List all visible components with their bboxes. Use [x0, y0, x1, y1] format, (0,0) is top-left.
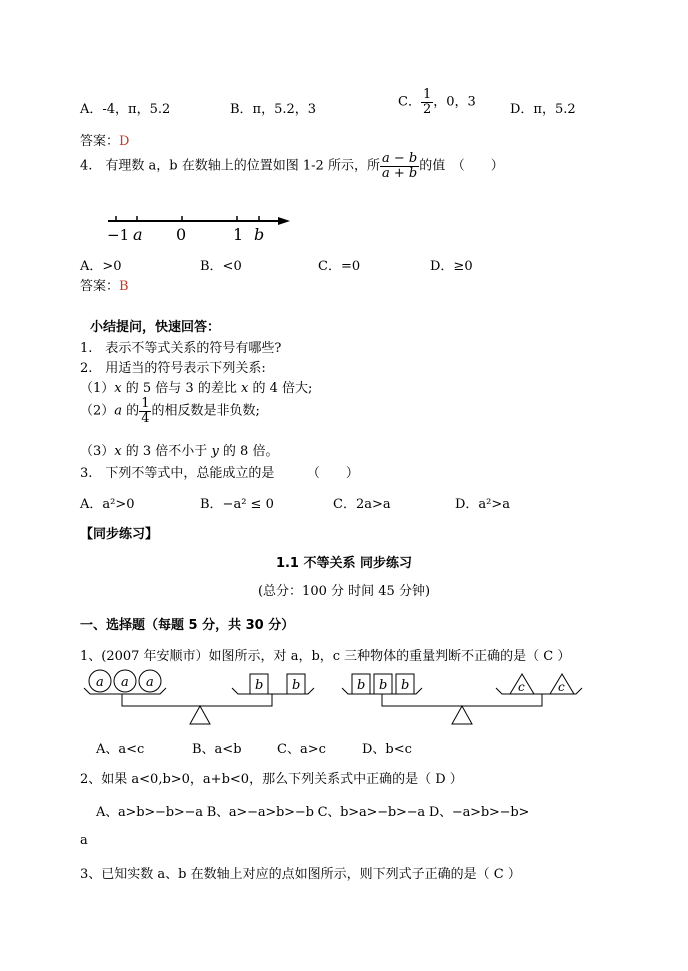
q4-num: a − b [381, 151, 418, 166]
summary-sub1 [80, 377, 312, 396]
right-beam [382, 694, 542, 706]
q3-answer-value: D [119, 134, 130, 149]
sub2-a: （2） [80, 403, 115, 419]
section-1-title: 一、选择题（每题 5 分，共 30 分） [80, 618, 295, 633]
sub3-y: y [211, 444, 219, 459]
right-scale [342, 674, 582, 724]
summary-q2: 2. 用适当的符号表示下列关系: [80, 361, 266, 376]
q4-prefix: 4. 有理数 a，b 在数轴上的位置如图 1-2 所示，所 [80, 158, 380, 174]
sub1-c: 的 4 倍大; [248, 381, 313, 396]
right-fulcrum [452, 706, 472, 724]
sub3-c: 的 8 倍。 [218, 444, 279, 459]
sub2-b: 的 [122, 403, 140, 419]
weight-b-5-label: b [401, 678, 410, 693]
ex3-question: 3、已知实数 a、b 在数轴上对应的点如图所示，则下列式子正确的是（ C ） [80, 867, 521, 882]
label-1: 1 [233, 225, 244, 244]
weight-b-2-label: b [292, 678, 301, 693]
sub2-fraction [139, 397, 151, 425]
exercise-subtitle: (总分：100 分 时间 45 分钟) [257, 584, 431, 599]
q4-fraction [380, 152, 419, 180]
q4-answer-value: B [119, 279, 129, 294]
weight-c-1-label: c [518, 680, 525, 694]
sub2-den: 4 [141, 410, 150, 426]
weight-a-1-label: a [96, 675, 104, 690]
left-pan-right [232, 688, 314, 694]
q3-option-c-prefix: C． [398, 94, 421, 110]
sub3-b: 的 3 倍不小于 [121, 444, 212, 459]
q3-option-c-fraction [421, 88, 433, 116]
label-b: b [254, 225, 265, 244]
label-minus1: −1 [107, 226, 130, 244]
q4-option-c: C．=0 [318, 259, 361, 274]
q4-question [80, 152, 504, 180]
ex1-option-b: B、a<b [192, 742, 242, 757]
ex1-question: 1、(2007 年安顺市）如图所示，对 a，b，c 三种物体的重量判断不正确的是（ C ） [80, 649, 571, 664]
weight-a-3-label: a [146, 675, 154, 690]
summary-q1: 1. 表示不等式关系的符号有哪些? [80, 341, 282, 356]
q3-c-num: 1 [422, 87, 432, 102]
ex2-question: 2、如果 a<0,b>0，a+b<0，那么下列关系式中正确的是（ D ） [80, 772, 463, 787]
q4-den: a + b [381, 165, 418, 181]
axis-arrow [278, 217, 290, 225]
sub1-b: 的 5 倍与 3 的差比 [121, 381, 241, 396]
summary-sub3 [80, 440, 278, 459]
sub2-num: 1 [141, 396, 150, 411]
sub1-x: x [114, 381, 122, 396]
left-scale [84, 670, 314, 724]
summary-sub2 [80, 397, 260, 425]
ex2-options: A、a>b>−b>−a B、a>−a>b>−b C、b>a>−b>−a D、−a>b>−b> [96, 805, 530, 820]
q4-suffix: 的值 （ ） [419, 158, 504, 174]
q4-option-a: A．>0 [80, 259, 122, 274]
q3-option-a: A．-4，π，5.2 [80, 102, 171, 117]
q4-number-line [104, 208, 294, 244]
weight-b-4-label: b [379, 678, 388, 693]
weight-a-2-label: a [121, 675, 129, 690]
right-pan-right [496, 688, 582, 694]
left-beam [122, 694, 272, 706]
left-fulcrum [190, 706, 210, 724]
label-a: a [133, 225, 143, 244]
summary-opt-c: C．2a>a [333, 497, 391, 512]
summary-q3: 3. 下列不等式中，总能成立的是 （ ） [80, 466, 359, 481]
sub3-a: （3） [80, 444, 115, 459]
sub2-var: a [114, 403, 123, 419]
q3-option-b: B．π，5.2，3 [230, 102, 317, 117]
label-0: 0 [176, 225, 187, 244]
ex1-option-d: D、b<c [362, 742, 412, 757]
q3-option-c [398, 88, 476, 116]
summary-title: 小结提问，快速回答： [90, 320, 221, 335]
answer-label: 答案： [80, 134, 120, 149]
weight-c-2-label: c [558, 680, 565, 694]
q3-answer [80, 130, 129, 149]
q3-c-den: 2 [422, 101, 432, 117]
summary-opt-d: D．a²>a [455, 497, 511, 512]
exercise-title: 1.1 不等关系 同步练习 [275, 556, 413, 571]
ex1-option-c: C、a>c [277, 742, 326, 757]
q4-option-d: D．≥0 [430, 259, 473, 274]
q3-option-c-suffix: ，0，3 [433, 94, 476, 110]
sync-title: 【同步练习】 [80, 527, 159, 542]
sub2-c: 的相反数是非负数; [151, 403, 260, 419]
sub1-x2: x [240, 381, 249, 396]
sub1-a: （1） [80, 381, 115, 396]
answer-label-2: 答案： [80, 279, 120, 294]
ex1-option-a: A、a<c [96, 742, 145, 757]
sub3-x: x [114, 444, 122, 459]
weight-b-3-label: b [357, 678, 366, 693]
q4-answer [80, 275, 129, 294]
ex2-options-tail: a [80, 833, 88, 848]
summary-opt-a: A．a²>0 [80, 497, 135, 512]
q3-option-d: D．π，5.2 [510, 102, 576, 117]
weight-b-1-label: b [255, 678, 264, 693]
ex1-scales-figure [82, 668, 602, 730]
q4-option-b: B．<0 [200, 259, 242, 274]
summary-opt-b: B．−a² ≤ 0 [200, 497, 274, 512]
